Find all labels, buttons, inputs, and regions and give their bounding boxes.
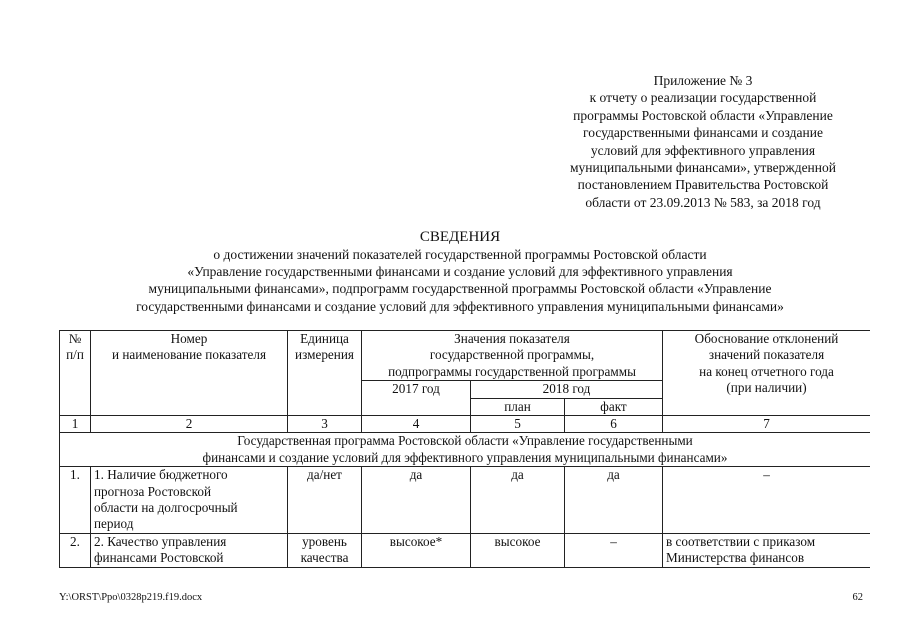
header-text: и наименование показателя (111, 347, 267, 363)
header-text: государственной программы, (429, 347, 595, 363)
column-number: 4 (362, 416, 471, 433)
column-number: 1 (60, 416, 91, 433)
appendix-line: области от 23.09.2013 № 583, за 2018 год (585, 194, 821, 210)
table-row (60, 533, 871, 567)
appendix-line: Приложение № 3 (653, 73, 753, 88)
header-text: (при наличии) (726, 380, 807, 396)
header-2017: 2017 год (362, 381, 471, 416)
footer-file-path: Y:\ORST\Ppo\0328p219.f19.docx (59, 592, 203, 603)
document-title (52, 228, 868, 315)
unit-line: да/нет (307, 467, 342, 483)
unit-line: качества (300, 550, 349, 566)
appendix-line: муниципальными финансами», утвержденной (570, 160, 836, 176)
header-text: подпрограммы государственной программы (388, 363, 636, 379)
row-unit (288, 467, 362, 534)
justification-line: – (763, 467, 770, 483)
row-num: 2. (60, 533, 91, 567)
column-number: 5 (471, 416, 565, 433)
section-row (60, 433, 871, 467)
header-text: значений показателя (708, 347, 825, 363)
column-number: 2 (91, 416, 288, 433)
header-unit (288, 331, 362, 416)
justification-line: Министерства финансов (666, 550, 805, 566)
header-2018: 2018 год (471, 381, 663, 398)
header-name (91, 331, 288, 416)
header-text: п/п (66, 347, 84, 363)
row-fact: да (565, 467, 663, 534)
column-number: 3 (288, 416, 362, 433)
section-title (60, 433, 871, 467)
row-num: 1. (60, 467, 91, 534)
row-plan: да (471, 467, 565, 534)
header-text: Значения показателя (454, 331, 570, 346)
name-line: период (94, 516, 134, 532)
header-text: измерения (295, 347, 354, 363)
indicators-table (59, 330, 870, 568)
name-line: прогноза Ростовской (94, 483, 212, 499)
header-text: Номер (170, 331, 208, 346)
title-line: о достижении значений показателей государственной программы Ростовской области (213, 247, 707, 262)
header-values (362, 331, 663, 381)
unit-line: уровень (302, 533, 347, 549)
row-justification (663, 533, 870, 567)
name-line: финансами Ростовской (94, 550, 224, 566)
row-name (91, 467, 288, 534)
title-line: государственными финансами и создание условий для эффективного управления муниципальными финансами» (136, 298, 784, 314)
appendix-block (548, 72, 858, 211)
row-2017: высокое* (362, 533, 471, 567)
name-line: области на долгосрочный (94, 500, 238, 516)
row-2017: да (362, 467, 471, 534)
appendix-line: государственными финансами и создание (583, 125, 823, 141)
name-line: 1. Наличие бюджетного (94, 467, 228, 483)
row-name (91, 533, 288, 567)
row-unit (288, 533, 362, 567)
justification-line: в соответствии с приказом (666, 533, 816, 549)
title-heading: СВЕДЕНИЯ (419, 229, 501, 245)
name-line: 2. Качество управления (94, 533, 227, 549)
section-line: Государственная программа Ростовской области «Управление государственными (237, 433, 693, 449)
header-text: Единица (300, 331, 349, 346)
title-line: «Управление государственными финансами и создание условий для эффективного управления (187, 264, 733, 280)
appendix-line: условий для эффективного управления (590, 142, 816, 158)
header-text: Обоснование отклонений (694, 331, 839, 346)
section-line: финансами и создание условий для эффективного управления муниципальными финансами» (202, 449, 728, 465)
footer-page-number: 62 (852, 592, 863, 603)
row-plan: высокое (471, 533, 565, 567)
header-fact: факт (565, 398, 663, 415)
row-justification (663, 467, 870, 534)
column-number: 7 (663, 416, 870, 433)
appendix-line: постановлением Правительства Ростовской (577, 177, 829, 193)
header-plan: план (471, 398, 565, 415)
row-fact: – (565, 533, 663, 567)
column-numbers-row (60, 416, 871, 433)
indicators-table-wrapper (59, 330, 870, 578)
header-row (60, 331, 871, 381)
appendix-line: программы Ростовской области «Управление (573, 107, 833, 123)
header-text: № (68, 331, 82, 346)
header-text: на конец отчетного года (699, 363, 834, 379)
table-row (60, 467, 871, 534)
appendix-line: к отчету о реализации государственной (589, 90, 817, 106)
title-line: муниципальными финансами», подпрограмм государственной программы Ростовской области «Управлениe (148, 281, 772, 297)
header-num (60, 331, 91, 416)
header-justification (663, 331, 870, 416)
column-number: 6 (565, 416, 663, 433)
